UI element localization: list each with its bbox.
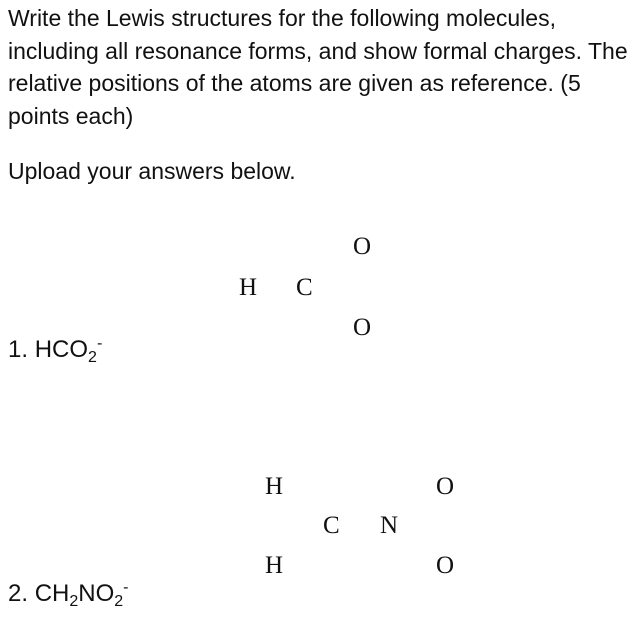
problem-number: 2.: [8, 580, 29, 607]
atom-o-top: O: [353, 233, 372, 260]
upload-prompt: Upload your answers below.: [8, 158, 296, 184]
atom-o-bottom: O: [436, 552, 455, 579]
problem-2-label: [8, 579, 129, 609]
atom-h: H: [239, 274, 258, 301]
atom-c: C: [296, 274, 313, 301]
formula-hco2: $HCO_2^-$: [34, 335, 103, 366]
atom-n: N: [380, 512, 399, 539]
instructions-text: Write the Lewis structures for the following molecules, including all resonance forms, and show formal charges. The relative positions of the atoms are given as reference. (5 points each): [8, 5, 628, 129]
atom-h-top: H: [265, 473, 284, 500]
atom-c: C: [323, 512, 340, 539]
atom-o-top: O: [436, 473, 455, 500]
formula-ch2no2: $CH_2NO_2^-$: [34, 579, 129, 610]
problem-1-label: [8, 335, 102, 365]
problem-number: 1.: [8, 336, 29, 363]
atom-o-bottom: O: [353, 314, 372, 341]
atom-h-bottom: H: [265, 552, 284, 579]
